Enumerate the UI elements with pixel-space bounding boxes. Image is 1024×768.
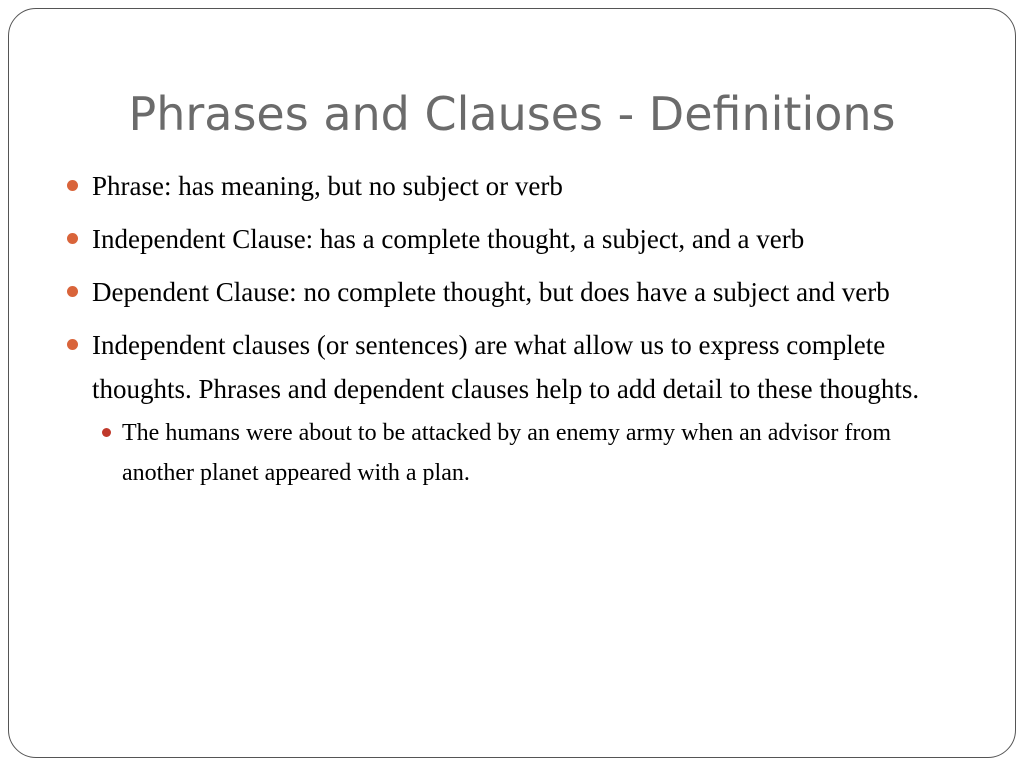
sub-bullet-text: The humans were about to be attacked by an enemy army when an advisor from another planet appeared with a plan. xyxy=(122,420,892,486)
bullet-text: Dependent Clause: no complete thought, but does have a subject and verb xyxy=(92,277,890,307)
bullet-dot-icon xyxy=(67,339,78,350)
bullet-item-dependent-clause xyxy=(64,270,964,314)
bullet-text: Phrase: has meaning, but no subject or verb xyxy=(92,171,563,201)
sub-bullet-dot-icon xyxy=(102,428,111,437)
bullet-list xyxy=(64,164,964,502)
bullet-item-independent-clause xyxy=(64,217,964,261)
bullet-dot-icon xyxy=(67,286,78,297)
bullet-text: Independent Clause: has a complete thought, a subject, and a verb xyxy=(92,224,805,254)
bullet-text: Independent clauses (or sentences) are what allow us to express complete thoughts. Phrases and dependent clauses help to add detail to these thoughts. xyxy=(92,330,920,404)
bullet-dot-icon xyxy=(67,180,78,191)
bullet-item-phrase xyxy=(64,164,964,208)
bullet-dot-icon xyxy=(67,233,78,244)
bullet-item-independent-clauses-explanation xyxy=(64,323,964,493)
sub-bullet-item-example xyxy=(92,413,964,493)
slide-title: Phrases and Clauses - Definitions xyxy=(128,87,896,141)
sub-bullet-list xyxy=(92,413,964,493)
